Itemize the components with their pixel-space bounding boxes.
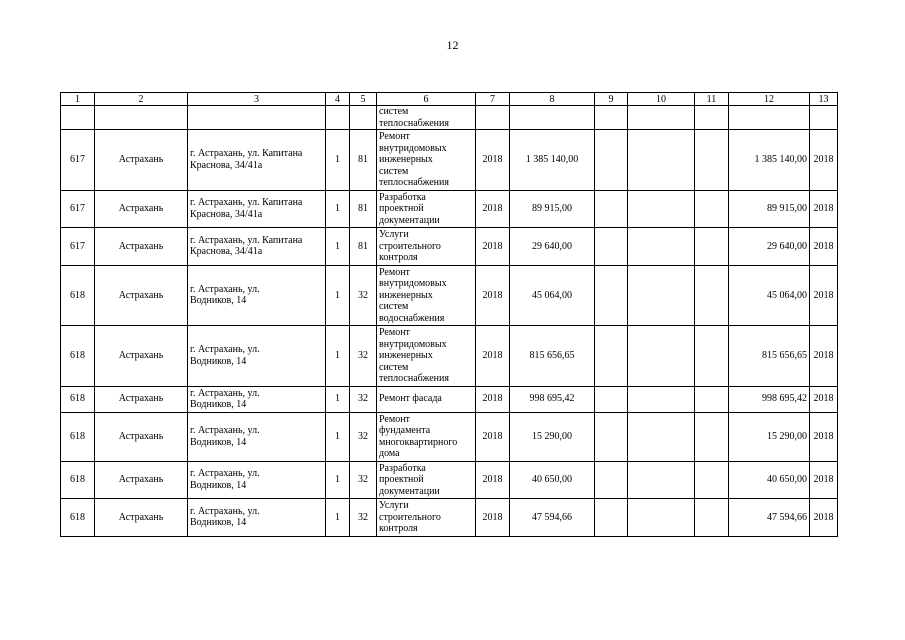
city-cell: Астрахань [95, 326, 188, 387]
col9-cell [595, 228, 628, 266]
col4-cell: 1 [326, 190, 350, 228]
col5-cell: 32 [350, 265, 377, 326]
cost-cell: 40 650,00 [510, 461, 595, 499]
col5-cell: 81 [350, 130, 377, 191]
col11-cell [695, 499, 729, 537]
work-type-cell-line: дома [379, 448, 400, 459]
table-row [61, 265, 838, 326]
work-type-cell-line: теплоснабжения [379, 177, 449, 188]
work-type-cell-line: проектной [379, 203, 424, 214]
col11-cell [695, 130, 729, 191]
col4-cell: 1 [326, 326, 350, 387]
col9-cell [595, 386, 628, 412]
table-row [61, 326, 838, 387]
header-cell-7: 7 [476, 93, 510, 106]
year-cell: 2018 [476, 461, 510, 499]
address-cell-line: Водников, 14 [190, 399, 247, 410]
city-cell: Астрахань [95, 265, 188, 326]
col13-year-cell: 2018 [810, 130, 838, 191]
column-number-header-row [61, 93, 838, 106]
col5-cell: 81 [350, 228, 377, 266]
col4-cell: 1 [326, 412, 350, 461]
work-type-cell-line: инженерных [379, 154, 433, 165]
work-type-cell-line: внутридомовых [379, 338, 447, 350]
col12-cost-cell: 47 594,66 [729, 499, 810, 537]
col4-cell: 1 [326, 499, 350, 537]
address-cell-line: г. Астрахань, ул. [190, 425, 260, 436]
col11-cell [695, 265, 729, 326]
col10-cell [628, 461, 695, 499]
year-cell: 2018 [476, 190, 510, 228]
address-cell [188, 499, 326, 537]
cost-cell: 29 640,00 [510, 228, 595, 266]
col11-cell [695, 190, 729, 228]
col9-cell [595, 326, 628, 387]
work-type-cell-line: Услуги [379, 229, 409, 240]
col4-cell: 1 [326, 461, 350, 499]
col9-cell [595, 190, 628, 228]
work-type-cell-line: строительного [379, 511, 441, 523]
year-cell: 2018 [476, 228, 510, 266]
col5-cell: 32 [350, 412, 377, 461]
table-row [61, 461, 838, 499]
col12-cost-cell: 815 656,65 [729, 326, 810, 387]
work-type-cell-line: строительного [379, 240, 441, 252]
cost-cell: 47 594,66 [510, 499, 595, 537]
col10-cell [628, 190, 695, 228]
col12-cost-cell: 89 915,00 [729, 190, 810, 228]
year-cell: 2018 [476, 130, 510, 191]
col12-cost-cell: 1 385 140,00 [729, 130, 810, 191]
city-cell: Астрахань [95, 228, 188, 266]
cost-cell: 998 695,42 [510, 386, 595, 412]
col13-year-cell: 2018 [810, 386, 838, 412]
header-cell-8: 8 [510, 93, 595, 106]
header-cell-2: 2 [95, 93, 188, 106]
header-cell-3: 3 [188, 93, 326, 106]
header-cell-6: 6 [377, 93, 476, 106]
work-type-cell-line: контроля [379, 523, 418, 534]
work-type-cell-line: инженерных [379, 350, 433, 361]
address-cell-line: г. Астрахань, ул. [190, 283, 260, 295]
col10-cell [628, 386, 695, 412]
address-cell-line: г. Астрахань, ул. [190, 387, 260, 399]
address-cell-line: г. Астрахань, ул. Капитана [190, 234, 303, 246]
work-type-cell-line: фундамента [379, 425, 431, 436]
work-type-cell-line: Услуги [379, 500, 409, 511]
work-type-cell-line: систем [379, 361, 409, 373]
col9-cell [595, 130, 628, 191]
address-cell [188, 265, 326, 326]
address-cell [188, 386, 326, 412]
work-type-cell-line: Разработка [379, 462, 426, 474]
work-type-cell [377, 461, 476, 499]
table-body [61, 93, 838, 537]
work-type-cell-line: теплоснабжения [379, 373, 449, 384]
row-number-cell: 617 [61, 190, 95, 228]
col4-cell: 1 [326, 265, 350, 326]
address-cell-line: Водников, 14 [190, 436, 247, 448]
address-cell [188, 412, 326, 461]
address-cell-line: г. Астрахань, ул. [190, 468, 260, 480]
address-cell-line: Водников, 14 [190, 355, 247, 367]
col12-cost-cell: 29 640,00 [729, 228, 810, 266]
row-number-cell: 618 [61, 499, 95, 537]
address-cell [188, 461, 326, 499]
table-row [61, 228, 838, 266]
work-type-cell-line: Ремонт фасада [379, 393, 442, 405]
header-cell-13: 13 [810, 93, 838, 106]
work-type-cell [377, 228, 476, 266]
work-type-cell-line: проектной [379, 474, 424, 485]
col10-cell [628, 412, 695, 461]
work-type-cell [377, 130, 476, 191]
city-cell: Астрахань [95, 130, 188, 191]
table-row [61, 130, 838, 191]
col13-year-cell: 2018 [810, 326, 838, 387]
col11-cell [695, 228, 729, 266]
col13-year-cell: 2018 [810, 461, 838, 499]
work-type-cell-line: Разработка [379, 191, 426, 203]
row-number-cell: 618 [61, 265, 95, 326]
col13-year-cell: 2018 [810, 412, 838, 461]
year-cell: 2018 [476, 499, 510, 537]
address-cell-line: г. Астрахань, ул. [190, 505, 260, 517]
year-cell: 2018 [476, 265, 510, 326]
address-cell-line: Краснова, 34/41а [190, 159, 263, 171]
repair-schedule-table [60, 92, 838, 537]
address-cell-line: Краснова, 34/41а [190, 246, 263, 258]
cost-cell: 89 915,00 [510, 190, 595, 228]
continuation-row [61, 106, 838, 130]
cost-cell: 815 656,65 [510, 326, 595, 387]
work-type-cell [377, 386, 476, 412]
col10-cell [628, 265, 695, 326]
col4-cell: 1 [326, 386, 350, 412]
row-number-cell: 618 [61, 326, 95, 387]
work-type-cell-line: контроля [379, 252, 418, 263]
work-type-cell-line: систем [379, 301, 409, 312]
col9-cell [595, 412, 628, 461]
header-cell-11: 11 [695, 93, 729, 106]
page-number: 12 [446, 38, 459, 52]
col4-cell: 1 [326, 228, 350, 266]
work-type-cell-line: Ремонт [379, 327, 410, 338]
row-number-cell: 617 [61, 130, 95, 191]
col13-year-cell: 2018 [810, 228, 838, 266]
col12-cost-cell: 998 695,42 [729, 386, 810, 412]
col11-cell [695, 412, 729, 461]
col4-cell: 1 [326, 130, 350, 191]
work-type-cell [377, 265, 476, 326]
year-cell: 2018 [476, 386, 510, 412]
work-type-cell-line: внутридомовых [379, 278, 447, 289]
row-number-cell: 618 [61, 461, 95, 499]
cost-cell: 45 064,00 [510, 265, 595, 326]
city-cell: Астрахань [95, 412, 188, 461]
work-line: систем [379, 106, 409, 117]
work-type-cell-line: водоснабжения [379, 312, 445, 324]
col10-cell [628, 326, 695, 387]
work-type-cell-line: внутридомовых [379, 142, 447, 154]
col13-year-cell: 2018 [810, 265, 838, 326]
col9-cell [595, 265, 628, 326]
work-type-cell-line: инженерных [379, 289, 433, 301]
col10-cell [628, 130, 695, 191]
cost-cell: 15 290,00 [510, 412, 595, 461]
table-row [61, 190, 838, 228]
address-cell [188, 130, 326, 191]
address-cell-line: г. Астрахань, ул. Капитана [190, 148, 303, 160]
work-type-cell [377, 499, 476, 537]
table-row [61, 386, 838, 412]
header-cell-12: 12 [729, 93, 810, 106]
work-type-cell-line: Ремонт [379, 266, 410, 278]
col5-cell: 32 [350, 499, 377, 537]
work-line: теплоснабжения [379, 117, 449, 129]
col13-year-cell: 2018 [810, 190, 838, 228]
table-row [61, 499, 838, 537]
col5-cell: 81 [350, 190, 377, 228]
work-type-cell-line: многоквартирного [379, 436, 458, 448]
col12-cost-cell: 15 290,00 [729, 412, 810, 461]
work-type-cell-line: систем [379, 165, 409, 177]
work-type-cell [377, 326, 476, 387]
col12-cost-cell: 40 650,00 [729, 461, 810, 499]
address-cell-line: Водников, 14 [190, 295, 247, 307]
col10-cell [628, 228, 695, 266]
cost-cell: 1 385 140,00 [510, 130, 595, 191]
header-cell-5: 5 [350, 93, 377, 106]
col10-cell [628, 499, 695, 537]
col9-cell [595, 461, 628, 499]
address-cell [188, 190, 326, 228]
address-cell-line: Краснова, 34/41а [190, 208, 263, 220]
col13-year-cell: 2018 [810, 499, 838, 537]
city-cell: Астрахань [95, 190, 188, 228]
col12-cost-cell: 45 064,00 [729, 265, 810, 326]
address-cell-line: г. Астрахань, ул. Капитана [190, 197, 303, 209]
work-type-cell-line: документации [379, 485, 440, 497]
row-number-cell: 617 [61, 228, 95, 266]
col11-cell [695, 326, 729, 387]
address-cell [188, 228, 326, 266]
work-type-cell-line: Ремонт [379, 131, 410, 142]
year-cell: 2018 [476, 326, 510, 387]
col11-cell [695, 386, 729, 412]
address-cell-line: Водников, 14 [190, 479, 247, 491]
city-cell: Астрахань [95, 386, 188, 412]
work-type-cell [377, 190, 476, 228]
city-cell: Астрахань [95, 499, 188, 537]
header-cell-1: 1 [61, 93, 95, 106]
work-type-cell-line: документации [379, 214, 440, 226]
year-cell: 2018 [476, 412, 510, 461]
continuation-work-cell [377, 106, 476, 130]
address-cell [188, 326, 326, 387]
work-type-cell-line: Ремонт [379, 413, 410, 425]
col5-cell: 32 [350, 461, 377, 499]
table-row [61, 412, 838, 461]
address-cell-line: г. Астрахань, ул. [190, 344, 260, 356]
col9-cell [595, 499, 628, 537]
row-number-cell: 618 [61, 386, 95, 412]
row-number-cell: 618 [61, 412, 95, 461]
header-cell-9: 9 [595, 93, 628, 106]
city-cell: Астрахань [95, 461, 188, 499]
col5-cell: 32 [350, 326, 377, 387]
address-cell-line: Водников, 14 [190, 517, 247, 529]
work-type-cell [377, 412, 476, 461]
col5-cell: 32 [350, 386, 377, 412]
header-cell-4: 4 [326, 93, 350, 106]
header-cell-10: 10 [628, 93, 695, 106]
col11-cell [695, 461, 729, 499]
